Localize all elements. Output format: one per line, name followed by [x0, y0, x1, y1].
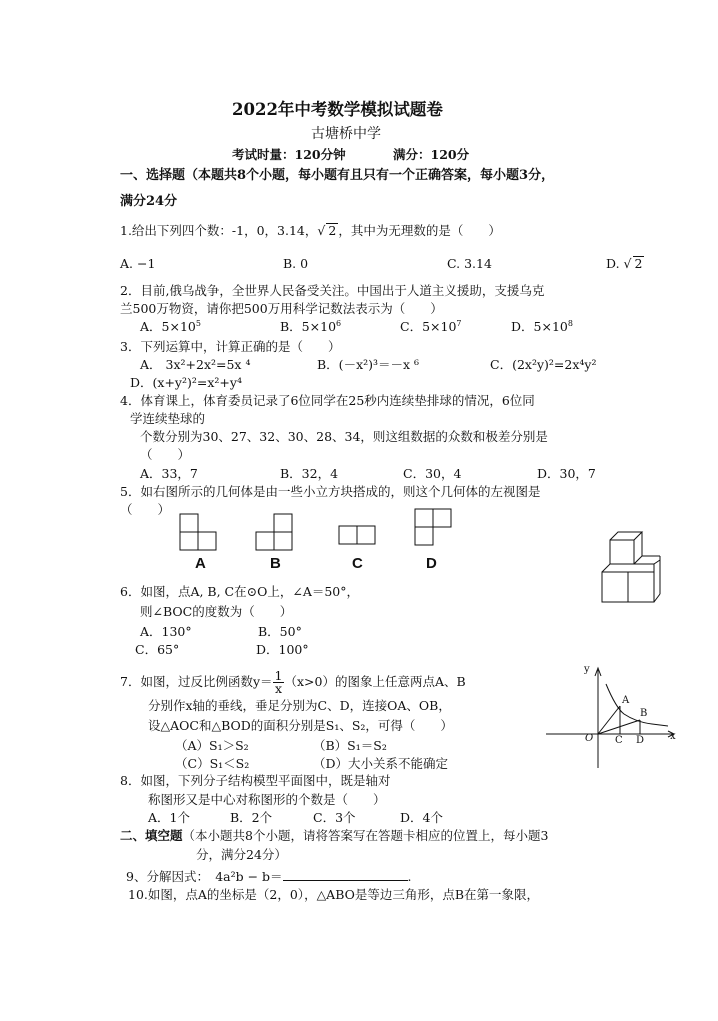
q4-stem-line4: （ ）	[140, 447, 191, 462]
section1-heading: 一、选择题（本题共8个小题，每小题有且只有一个正确答案，每小题3分，	[120, 168, 555, 183]
q5-figure-d	[413, 507, 455, 549]
q1-option-d: D. √ 2	[606, 256, 643, 271]
q7-stem-line2: 分别作x轴的垂线，垂足分别为C、D，连接OA、OB，	[148, 698, 451, 713]
q1-stem: 1.给出下列四个数：-1，0，3.14，√ 2 ，其中为无理数的是（ ）	[120, 223, 501, 238]
q7-stem-line3: 设△AOC和△BOD的面积分别是S₁、S₂，可得（ ）	[148, 718, 453, 733]
q9-stem: 9、分解因式： 4a²b − b＝ .	[126, 869, 412, 884]
q9-answer-blank[interactable]	[283, 868, 408, 881]
q5-figure-c	[337, 524, 379, 550]
q7-option-a: （A）S₁＞S₂	[175, 738, 249, 753]
q5-label-d: D	[426, 555, 437, 572]
q5-stem-line1: 5．如右图所示的几何体是由一些小立方块搭成的，则这个几何体的左视图是	[120, 484, 541, 499]
q2-option-d: D．$5\times 10^8$	[511, 318, 573, 334]
q7-stem-line1: 7．如图，过反比例函数y＝ $\frac{1}{x}$ （x>0）的图象上任意两点A、B	[120, 668, 466, 696]
q5-stem-line2: （ ）	[120, 502, 171, 517]
q6-option-d: D．100°	[256, 642, 309, 657]
q7-graph-point-a: A	[622, 695, 630, 706]
q7-option-d: （D）大小关系不能确定	[313, 756, 449, 771]
q7-graph-origin-label: O	[585, 733, 594, 744]
q4-option-b: B．32，4	[280, 466, 339, 481]
q6-stem-line1: 6．如图，点A, B, C在⊙O上，∠A＝50°，	[120, 584, 360, 599]
q1-option-b: B. 0	[283, 256, 309, 271]
q3-option-b: B．(－x²)³＝－x ⁶	[317, 357, 420, 372]
q7-option-b: （B）S₁＝S₂	[313, 738, 387, 753]
section2-heading-cont: 分，满分24分）	[196, 847, 287, 862]
q7-graph-y-label: y	[584, 664, 590, 675]
q1-sqrt: 2	[328, 223, 337, 238]
q4-option-a: A．33，7	[140, 466, 198, 481]
q8-option-c: C．3个	[313, 810, 356, 825]
q7-graph-point-c: C	[615, 735, 623, 746]
full-score: 满分：120分	[393, 147, 470, 162]
q8-option-d: D．4个	[400, 810, 443, 825]
q2-option-a: A．$5\times 10^5$	[140, 318, 201, 334]
q6-option-c: C．65°	[135, 642, 180, 657]
q2-stem-line2: 兰500万物资，请你把500万用科学记数法表示为（ ）	[120, 301, 443, 316]
q7-graph	[540, 660, 680, 772]
q4-stem-line3: 个数分别为30、27、32、30、28、34，则这组数据的众数和极差分别是	[140, 429, 548, 444]
q8-stem-line2: 称图形又是中心对称图形的个数是（ ）	[148, 792, 386, 807]
q7-option-c: （C）S₁＜S₂	[175, 756, 250, 771]
q3-option-a: A． 3x²+2x²=5x ⁴	[140, 357, 251, 372]
school-name: 古塘桥中学	[311, 126, 381, 142]
q5-figure-a	[178, 512, 220, 554]
section1-heading-cont: 满分24分	[120, 194, 178, 209]
q10-stem-line1: 10.如图，点A的坐标是（2，0），△ABO是等边三角形，点B在第一象限，	[128, 887, 540, 902]
q6-option-a: A．130°	[140, 624, 192, 639]
q3-option-d: D．(x+y²)²=x²+y⁴	[130, 375, 242, 390]
q8-option-b: B．2个	[230, 810, 273, 825]
q5-figure-b	[254, 512, 296, 554]
q1-option-c: C. 3.14	[447, 256, 492, 271]
q3-option-c: C．(2x²y)²=2x⁴y²	[490, 357, 597, 372]
q4-stem-line1: 4．体育课上，体育委员记录了6位同学在25秒内连续垫排球的情况，6位同	[120, 393, 535, 408]
q5-label-b: B	[270, 555, 281, 572]
q2-option-c: C．$5\times 10^7$	[400, 318, 462, 334]
q6-option-b: B．50°	[258, 624, 302, 639]
q4-stem-line2: 学连续垫球的	[130, 411, 206, 426]
page-title: 2022年中考数学模拟试题卷	[232, 100, 443, 119]
q2-option-b: B．$5\times 10^6$	[280, 318, 342, 334]
q5-label-c: C	[352, 555, 363, 572]
q8-option-a: A．1个	[148, 810, 190, 825]
q3-stem: 3．下列运算中，计算正确的是（ ）	[120, 339, 341, 354]
q1-option-a: A. −1	[120, 256, 156, 271]
q7-graph-x-label: x	[670, 731, 676, 742]
q4-option-c: C．30，4	[403, 466, 462, 481]
q4-option-d: D．30，7	[537, 466, 596, 481]
q8-stem-line1: 8．如图，下列分子结构模型平面图中，既是轴对	[120, 773, 391, 788]
q7-fraction: $\frac{1}{x}$	[274, 668, 283, 696]
q5-cube-figure	[598, 530, 662, 606]
q2-stem-line1: 2．目前,俄乌战争，全世界人民备受关注。中国出于人道主义援助，支援乌克	[120, 283, 545, 298]
q7-graph-point-d: D	[636, 735, 645, 746]
q7-graph-point-b: B	[640, 708, 648, 719]
q5-label-a: A	[195, 555, 206, 572]
exam-time: 考试时量：120分钟	[232, 147, 346, 162]
q6-stem-line2: 则∠BOC的度数为（ ）	[140, 604, 293, 619]
section2-heading: 二、填空题（本小题共8个小题，请将答案写在答题卡相应的位置上，每小题3	[120, 828, 549, 843]
